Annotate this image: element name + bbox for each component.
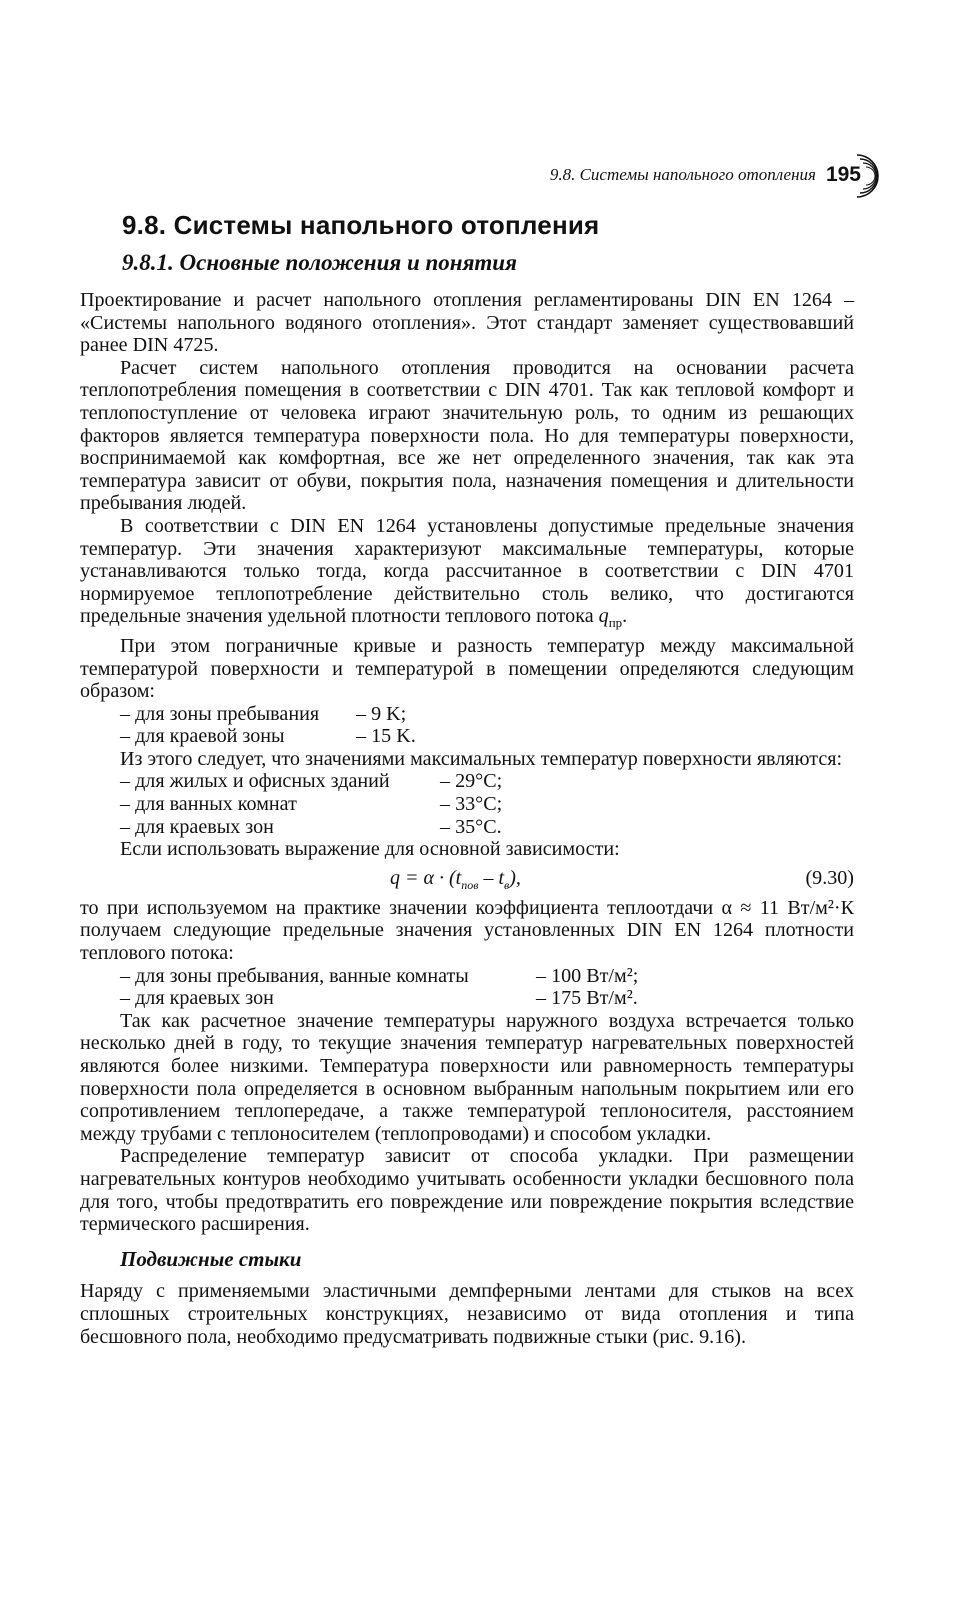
list-item-label: – для краевой зоны bbox=[120, 725, 285, 748]
page-number bbox=[826, 163, 875, 187]
body-text bbox=[80, 289, 854, 1348]
list-item-value: – 15 K. bbox=[356, 725, 416, 748]
list-item-value: – 100 Вт/м²; bbox=[536, 964, 639, 987]
list-item-label: – для зоны пребывания bbox=[120, 702, 320, 725]
list-item bbox=[80, 725, 854, 748]
paragraph-6: Если использовать выражение для основной зависимости: bbox=[120, 838, 620, 861]
paragraph-10: Наряду с применяемыми эластичными демпферными лентами для стыков на всех сплошных строительных конструкциях, независимо от вида отопления и типа бесшовного пола, необходимо предусматривать подвижные стыки (рис. 9.16). bbox=[80, 1280, 854, 1348]
formula-lhs: q = α · (t bbox=[390, 866, 462, 889]
max-temp-list bbox=[80, 770, 854, 838]
formula-rhs: ), bbox=[509, 866, 521, 889]
list-item bbox=[80, 816, 854, 839]
paragraph-4: При этом пограничные кривые и разность температур между максимальной температурой поверхности и температурой в помещении определяются следующим образом: bbox=[80, 634, 854, 703]
formula-sub-surface: пов bbox=[461, 877, 479, 892]
equation-number: (9.30) bbox=[805, 866, 854, 889]
section-heading: 9.8. Системы напольного отопления bbox=[122, 210, 600, 240]
list-item-value: – 33°C; bbox=[440, 793, 503, 816]
list-item-value: – 29°C; bbox=[440, 770, 503, 793]
running-title: 9.8. Системы напольного отопления bbox=[549, 165, 816, 184]
page-number-text: 195 bbox=[825, 163, 861, 186]
list-item-label: – для жилых и офисных зданий bbox=[120, 770, 390, 793]
list-item bbox=[80, 793, 854, 816]
list-item-label: – для зоны пребывания, ванные комнаты bbox=[120, 964, 469, 987]
list-item bbox=[80, 965, 854, 988]
formula-sub-air: в bbox=[504, 877, 510, 892]
list-item bbox=[80, 987, 854, 1010]
page-number-arcs-icon bbox=[847, 151, 887, 201]
paragraph-9: Распределение температур зависит от способа укладки. При размещении нагревательных контуров необходимо учитывать особенности укладки бесшовного пола для того, чтобы предотвратить его повреждение или повреждение покрытия вследствие термического расширения. bbox=[80, 1145, 854, 1236]
paragraph-2: Расчет систем напольного отопления проводится на основании расчета теплопотребления помещения в соответствии с DIN 4701. Так как тепловой комфорт и теплопоступление от человека играют значительную роль, то одним из решающих факторов является температура поверхности пола. Но для температуры поверхности, воспринимаемой как комфортная, все же нет определенного значения, так как эта температура зависит от обуви, покрытия пола, назначения помещения и длительности пребывания людей. bbox=[80, 356, 854, 515]
list-item-value: – 9 K; bbox=[356, 702, 407, 725]
temp-diff-list bbox=[80, 703, 854, 748]
list-item-label: – для краевых зон bbox=[120, 987, 274, 1010]
paragraph-5: Из этого следует, что значениями максимальных температур поверхности являются: bbox=[120, 747, 843, 770]
paragraph-7: то при используемом на практике значении коэффициента теплоотдачи α ≈ 11 Вт/м²·К получаем следующие предельные значения установленных DIN EN 1264 плотности теплового потока: bbox=[80, 896, 854, 965]
formula bbox=[390, 867, 521, 897]
list-item-label: – для краевых зон bbox=[120, 815, 274, 838]
heat-flux-symbol: q bbox=[598, 605, 609, 628]
run-in-heading: Подвижные стыки bbox=[120, 1246, 302, 1271]
list-item bbox=[80, 703, 854, 726]
list-item-label: – для ванных комнат bbox=[120, 793, 297, 816]
paragraph-3: В соответствии с DIN EN 1264 установлены допустимые предельные значения температур. Эти значения характеризуют максимальные температуры, которые устанавливаются только тогда, когда рассчитанное в соответствии с DIN 4701 нормируемое теплопотребление действительно столь велико, что достигаются предельные значения удельной плотности теплового потока $q_{пр}$. bbox=[80, 514, 854, 631]
list-item-value: – 35°C. bbox=[440, 815, 502, 838]
paragraph-3-text: В соответствии с DIN EN 1264 установлены допустимые предельные значения температур. Эти значения характеризуют максимальные температуры, которые устанавливаются только тогда, когда рассчитанное в соответствии с DIN 4701 нормируемое теплопотребление действительно столь велико, что достигаются предельные значения удельной плотности теплового потока bbox=[80, 514, 854, 628]
formula-mid: – t bbox=[478, 866, 504, 889]
heat-flux-list bbox=[80, 965, 854, 1010]
subsection-heading: 9.8.1. Основные положения и понятия bbox=[122, 250, 517, 275]
heat-flux-symbol-subscript: пр bbox=[608, 615, 623, 631]
paragraph-8: Так как расчетное значение температуры наружного воздуха встречается только несколько дней в году, то текущие значения температур нагревательных поверхностей являются более низкими. Температура поверхности или равномерность температуры поверхности пола определяется в основном выбранным напольным покрытием или его сопротивлением теплопередаче, а также температурой теплоносителя, расстоянием между трубами с теплоносителем (теплопроводами) и способом укладки. bbox=[80, 1009, 854, 1145]
list-item bbox=[80, 770, 854, 793]
paragraph-1: Проектирование и расчет напольного отопления регламентированы DIN EN 1264 – «Системы напольного водяного отопления». Этот стандарт заменяет существовавший ранее DIN 4725. bbox=[80, 289, 854, 357]
list-item-value: – 175 Вт/м². bbox=[536, 987, 638, 1010]
formula-line bbox=[80, 865, 854, 895]
running-header bbox=[550, 150, 875, 200]
